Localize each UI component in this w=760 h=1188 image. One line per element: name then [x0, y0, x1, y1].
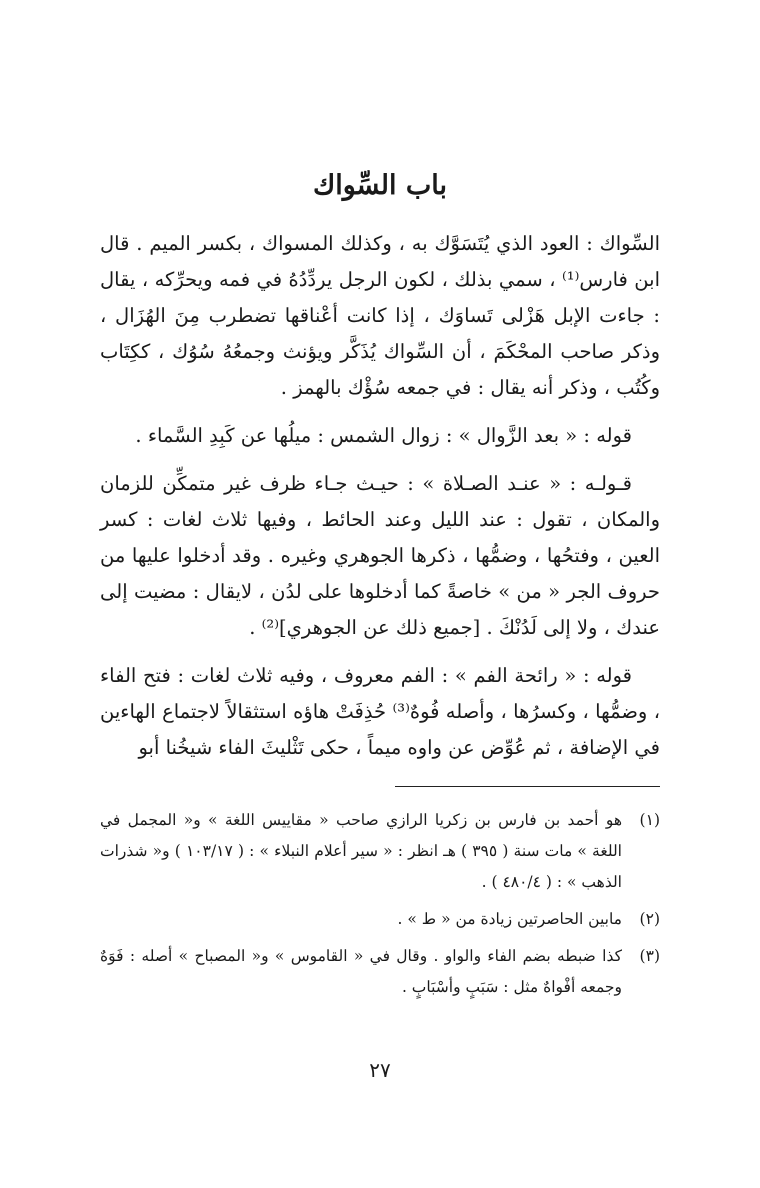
paragraph-inda-salah: قـولـه : « عنـد الصـلاة » : حيـث جـاء ظرف غير متمكِّن للزمان والمكان ، تقول : عند الليل وعند الحائط ، وفيها ثلاث لغات : كسر العين ، وفتحُها ، وضمُّها ، ذكرها الجوهري وغيره . وقد أدخلوا عليها من حروف الجر « من » خاصةً كما أدخلوها على لدُن ، لايقال : مضيت إلى عندك ، ولا إلى لَدُنْكَ . [جميع ذلك عن الجوهري]⁽²⁾ . — [100, 472, 660, 639]
paragraph-siwak: السِّواك : العود الذي يُتَسَوَّك به ، وكذلك المسواك ، بكسر الميم . قال ابن فارس⁽¹⁾ ، سمي بذلك ، لكون الرجل يردِّدُهُ في فمه ويحرِّكه ، يقال : جاءت الإبل هَزْلى تَساوَك ، إذا كانت أعْناقها تضطرب مِنَ الهُزَال ، وذكر صاحب المحْكَمَ ، أن السِّواك يُذَكَّر ويؤنث وجمعُهُ سُوُك ، ككِتَاب وكُتُب ، وذكر أنه يقال : في جمعه سُؤْك بالهمز . — [100, 232, 660, 399]
paragraph-raihat-alfam: قوله : « رائحة الفم » : الفم معروف ، وفيه ثلاث لغات : فتح الفاء ، وضمُّها ، وكسرُها ، وأصله فُوهٌ⁽³⁾ حُذِفَتْ هاؤه استثقالاً لاجتماع الهاءين في الإضافة ، ثم عُوِّض عن واوه ميماً ، حكى تَثْليثَ الفاء شيخُنا أبو — [100, 664, 660, 759]
footnote-2 — [100, 904, 660, 935]
paragraph-zawal: قوله : « بعد الزَّوال » : زوال الشمس : ميلُها عن كَبِدِ السَّماء . — [135, 424, 632, 447]
footnote-number: (١) — [639, 811, 660, 829]
footnote-number: (٢) — [639, 910, 660, 928]
page-content — [100, 166, 660, 1009]
footnote-text: هو أحمد بن فارس بن زكريا الرازي صاحب « مقاييس اللغة » و« المجمل في اللغة » مات سنة ( ٣٩٥ ) هـ انظر : « سير أعلام النبلاء » : ( ١٠٣/١٧ ) و« شذرات الذهب » : ( ٤٨٠/٤ ) . — [100, 811, 622, 891]
footnote-3 — [100, 941, 660, 1003]
footnote-1 — [100, 805, 660, 898]
footnote-number: (٣) — [639, 947, 660, 965]
chapter-title: باب السِّواك — [312, 170, 448, 201]
footnote-text: كذا ضبطه بضم الفاء والواو . وقال في « القاموس » و« المصباح » أصله : فَوَهٌ وجمعه أفْواهٌ مثل : سَبَبٍ وأسْبَابٍ . — [100, 947, 622, 996]
page-number: ٢٧ — [369, 1058, 391, 1082]
footnote-text: مابين الحاصرتين زيادة من « ط » . — [397, 910, 622, 928]
footnote-divider — [395, 786, 660, 787]
